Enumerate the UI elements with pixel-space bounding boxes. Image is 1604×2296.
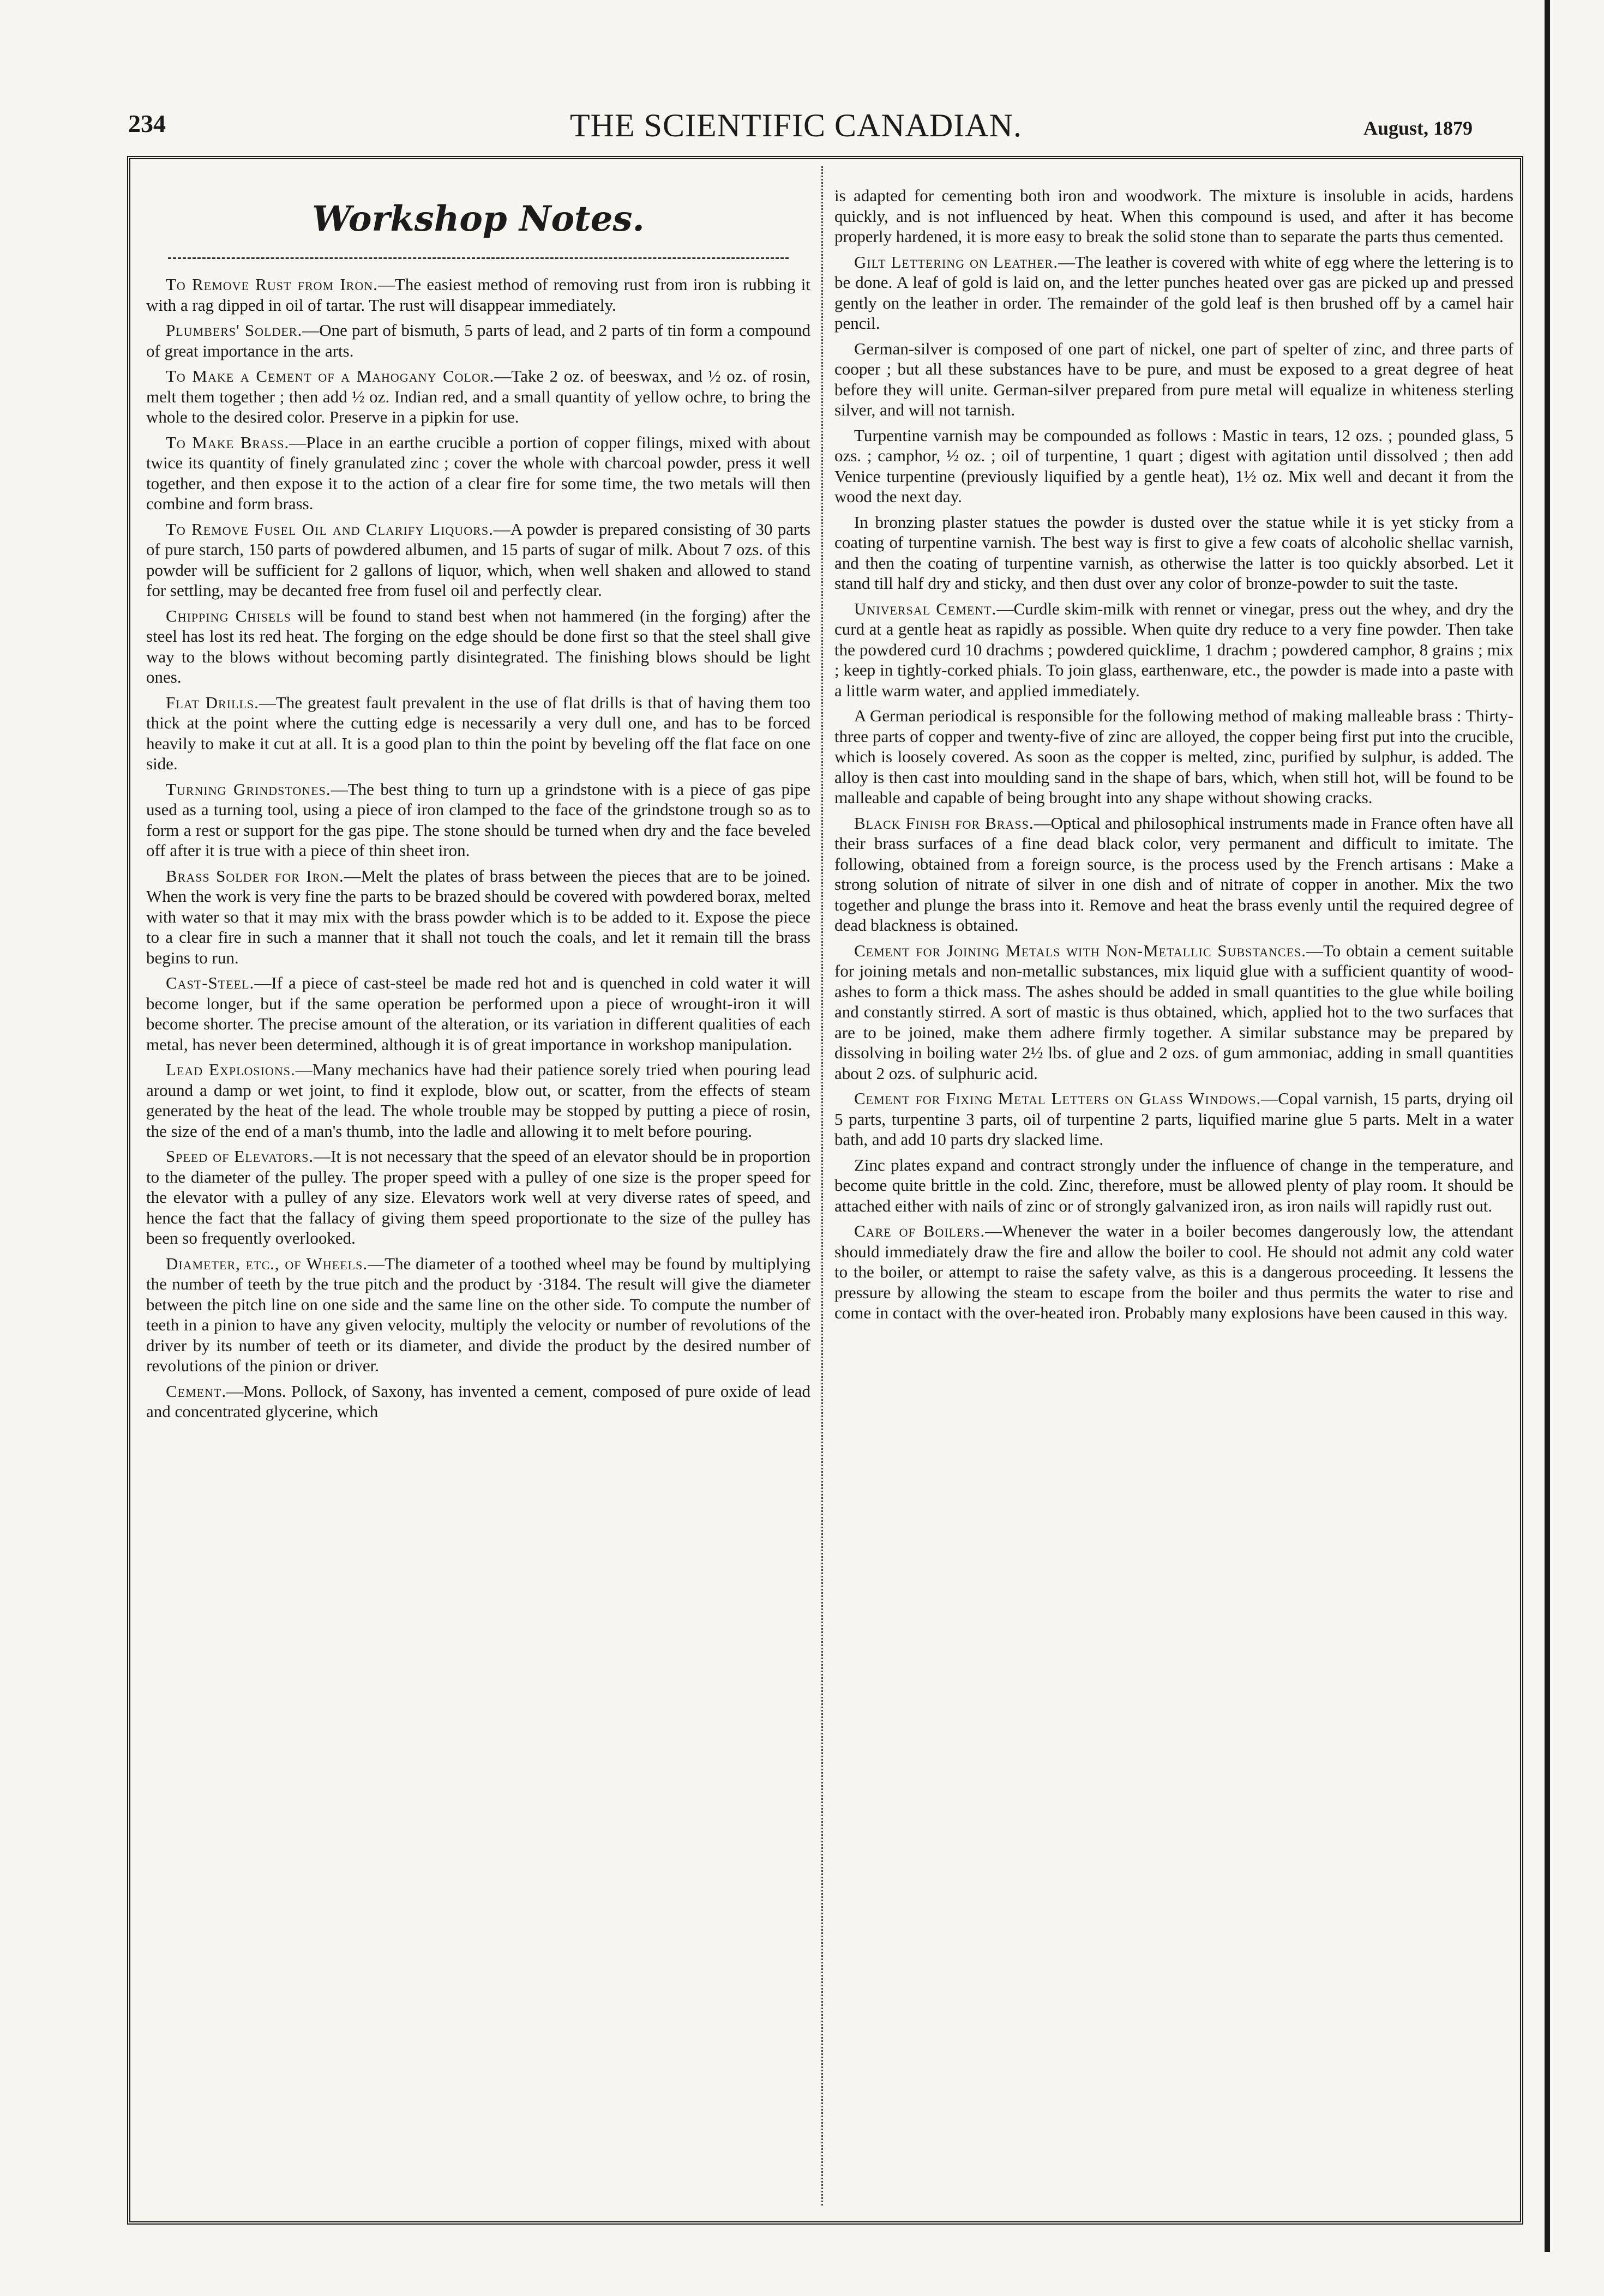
article-heading: To Remove Fusel Oil and Clarify Liquors. bbox=[166, 519, 494, 539]
article-paragraph bbox=[146, 274, 810, 315]
article-paragraph bbox=[146, 1254, 810, 1376]
column-divider bbox=[821, 166, 825, 2205]
article-text: —Melt the plates of brass between the pieces that are to be joined. When the work is very fine the parts to be brazed should be covered with powdered borax, melted with water so that it may mix with the brass powder which is to be added to it. Expose the piece to a clear fire in such a manner that it shall not touch the coals, and let it remain till the brass begins to run. bbox=[146, 866, 810, 967]
article-heading: Diameter, etc., of Wheels. bbox=[166, 1254, 368, 1273]
left-column-paragraphs bbox=[146, 274, 810, 1422]
article-text: A German periodical is responsible for the following method of making malleable brass : Thirty-three parts of copper and twenty-five of zinc are alloyed, the copper being first put into the crucible, which is loosely covered. As soon as the copper is melted, zinc, purified by sulphur, is added. The alloy is then cast into moulding sand in the shape of bars, which, when still hot, will be found to be malleable and capable of being brought into any shape without showing cracks. bbox=[834, 706, 1513, 807]
article-heading: Brass Solder for Iron. bbox=[166, 866, 344, 885]
article-text: —Copal varnish, 15 parts, drying oil 5 parts, turpentine 3 parts, oil of turpentine 2 parts, liquified marine glue 5 parts. Melt in a water bath, and add 10 parts dry slacked lime. bbox=[834, 1089, 1514, 1149]
article-paragraph bbox=[146, 692, 810, 774]
article-text: —Optical and philosophical instruments made in France often have all their brass surfaces of a fine dead black color, very permanent and difficult to imitate. The following, obtained from a foreign source, is the process used by the French artisans : Make a strong solution of nitrate of silver in one dish and of nitrate of copper in another. Mix the two together and plunge the brass into it. Remove and heat the brass evenly until the required degree of dead blackness is obtained. bbox=[834, 813, 1513, 935]
article-heading: Cement for Joining Metals with Non-Metallic Substances. bbox=[854, 941, 1306, 960]
article-paragraph bbox=[834, 813, 1513, 936]
article-paragraph bbox=[834, 252, 1513, 334]
article-heading: Universal Cement. bbox=[854, 599, 997, 618]
issue-date: August, 1879 bbox=[1363, 117, 1473, 139]
article-paragraph bbox=[146, 1146, 810, 1249]
right-column bbox=[834, 185, 1513, 1328]
article-heading: Plumbers' Solder. bbox=[166, 321, 303, 340]
article-heading: To Make Brass. bbox=[166, 432, 290, 452]
article-heading: Chipping Chisels bbox=[166, 606, 291, 625]
article-heading: Turning Grindstones. bbox=[166, 779, 331, 799]
article-text: Zinc plates expand and contract strongly under the influence of change in the temperature, and become quite brittle in the cold. Zinc, therefore, must be allowed plenty of play room. It should be attached either with nails of zinc or of strongly galvanized iron, as iron nails will rapidly rust out. bbox=[834, 1155, 1513, 1215]
article-text: —The diameter of a toothed wheel may be found by multiplying the number of teeth by the true pitch and the product by ·3184. The result will give the diameter between the pitch line on one side and the same line on the other side. To compute the number of teeth in a pinion to have any given velocity, multiply the velocity or number of revolutions of the driver by its number of teeth or its diameter, and divide the product by the desired number of revolutions of the pinion or driver. bbox=[146, 1254, 811, 1375]
article-text: Turpentine varnish may be compounded as follows : Mastic in tears, 12 ozs. ; pounded glass, 5 ozs. ; camphor, ½ oz. ; oil of turpentine, 1 quart ; digest with agitation until dissolved ; then add Venice turpentine (previously liquified by a gentle heat), 1½ oz. Mix well and decant it from the wood the next day. bbox=[834, 425, 1513, 506]
article-text: —The leather is covered with white of egg where the lettering is to be done. A leaf of gold is laid on, and the letter punches heated over gas are picked up and pressed gently on the leather in order. The remainder of the gold leaf is then brushed off by a camel hair pencil. bbox=[834, 252, 1513, 333]
article-heading: Cement for Fixing Metal Letters on Glass Windows. bbox=[854, 1089, 1261, 1108]
article-text: —Curdle skim-milk with rennet or vinegar, press out the whey, and dry the curd at a gentle heat as rapidly as possible. When quite dry reduce to a very fine powder. Then take the powdered curd 10 drachms ; powdered quicklime, 1 drachm ; powdered camphor, 8 grains ; mix ; keep in tightly-corked phials. To join glass, earthenware, etc., the powder is made into a paste with a little warm water, and applied immediately. bbox=[834, 599, 1513, 700]
article-paragraph bbox=[146, 779, 810, 861]
article-text: will be found to stand best when not hammered (in the forging) after the steel has lost its red heat. The forging on the edge should be done first so that the steel shall give way to the blows without becoming partly disintegrated. The finishing blows should be light ones. bbox=[146, 606, 811, 686]
article-text: is adapted for cementing both iron and woodwork. The mixture is insoluble in acids, hardens quickly, and is not influenced by heat. When this compound is used, and after it has become properly hardened, it is more easy to break the solid stone than to separate the parts thus cemented. bbox=[834, 186, 1513, 246]
article-heading: Cement. bbox=[166, 1381, 227, 1401]
section-title: Workshop Notes. bbox=[312, 198, 645, 239]
article-paragraph bbox=[834, 1088, 1513, 1150]
article-paragraph bbox=[834, 339, 1513, 420]
article-text: —If a piece of cast-steel be made red hot and is quenched in cold water it will become longer, but if the same operation be performed upon a piece of wrought-iron it will become shorter. The precise amount of the alteration, or its variation in different qualities of each metal, has never been determined, although it is of great importance in workshop manipulation. bbox=[146, 973, 810, 1054]
article-heading: Gilt Lettering on Leather. bbox=[854, 252, 1058, 272]
article-heading: To Make a Cement of a Mahogany Color. bbox=[166, 366, 495, 385]
article-paragraph bbox=[834, 941, 1513, 1084]
article-paragraph bbox=[146, 973, 810, 1054]
article-heading: Cast-Steel. bbox=[166, 973, 255, 992]
article-text: German-silver is composed of one part of nickel, one part of spelter of zinc, and three parts of cooper ; but all these substances have to be pure, and must be exposed to a great degree of heat before they will unite. German-silver prepared from pure metal will equalize in whiteness sterling silver, and will not tarnish. bbox=[834, 339, 1513, 419]
article-paragraph bbox=[146, 606, 810, 688]
article-paragraph bbox=[834, 185, 1513, 247]
article-paragraph bbox=[146, 320, 810, 361]
article-heading: Lead Explosions. bbox=[166, 1060, 296, 1079]
article-heading: Care of Boilers. bbox=[854, 1221, 986, 1240]
left-column bbox=[146, 185, 810, 1427]
right-column-paragraphs bbox=[834, 185, 1513, 1323]
page-number: 234 bbox=[128, 110, 166, 137]
article-text: —A powder is prepared consisting of 30 parts of pure starch, 150 parts of powdered albumen, and 15 parts of sugar of milk. About 7 ozs. of this powder will be sufficient for 2 gallons of liquor, which, when well shaken and allowed to stand for settling, may be decanted free from fusel oil and perfectly clear. bbox=[146, 519, 810, 600]
article-heading: Black Finish for Brass. bbox=[854, 813, 1034, 833]
article-paragraph bbox=[146, 432, 810, 514]
article-text: In bronzing plaster statues the powder is dusted over the statue while it is yet sticky from a coating of turpentine varnish. The best way is first to give a few coats of alcoholic shellac varnish, and then the coating of turpentine varnish, as otherwise the latter is too quickly absorbed. Let it stand till half dry and sticky, and then dust over any color of bronze-powder to suit the taste. bbox=[834, 512, 1513, 593]
article-text: —The greatest fault prevalent in the use of flat drills is that of having them too thick at the point where the cutting edge is necessarily a very dull one, and has to be forced heavily to make it cut at all. It is a good plan to thin the point by beveling off the flat face on one side. bbox=[146, 692, 810, 773]
article-paragraph bbox=[834, 599, 1513, 701]
section-title-rule bbox=[168, 257, 789, 259]
binding-edge-rule bbox=[1545, 0, 1550, 2252]
article-text: —It is not necessary that the speed of an elevator should be in proportion to the diameter of the pulley. The proper speed with a pulley of one size is the proper speed for the elevator with a pulley of any size. Elevators work well at very diverse rates of speed, and hence the fact that the fallacy of giving them speed proportionate to the size of the pulley has been so frequently overlooked. bbox=[146, 1147, 811, 1248]
article-text: —Place in an earthe crucible a portion of copper filings, mixed with about twice its quantity of finely granulated zinc ; cover the whole with charcoal powder, press it well together, and then expose it to the action of a clear fire for some time, the two metals will then combine and form brass. bbox=[146, 432, 810, 513]
article-paragraph bbox=[146, 866, 810, 968]
article-paragraph bbox=[834, 1221, 1513, 1323]
article-text: —To obtain a cement suitable for joining metals and non-metallic substances, mix liquid glue with a sufficient quantity of wood-ashes to form a thick mass. The ashes should be added in small quantities to the glue while boiling and constantly stirred. A sort of mastic is thus obtained, which, applied hot to the two surfaces that are to be joined, make them adhere firmly together. A similar substance may be prepared by dissolving in boiling water 2½ lbs. of glue and 2 ozs. of gum ammoniac, adding in small quantities about 2 ozs. of sulphuric acid. bbox=[834, 941, 1513, 1083]
article-paragraph bbox=[834, 1155, 1513, 1216]
article-text: —One part of bismuth, 5 parts of lead, and 2 parts of tin form a compound of great importance in the arts. bbox=[146, 321, 810, 360]
article-text: —Whenever the water in a boiler becomes dangerously low, the attendant should immediately draw the fire and allow the boiler to cool. He should not admit any cold water to the boiler, or attempt to raise the safety valve, as this is a dangerous proceeding. It lessens the pressure by allowing the steam to escape from the boiler and thus permits the water to rise and come in contact with the over-heated iron. Probably many explosions have been caused in this way. bbox=[834, 1221, 1513, 1322]
article-text: —Mons. Pollock, of Saxony, has invented a cement, composed of pure oxide of lead and concentrated glycerine, which bbox=[146, 1381, 810, 1421]
article-heading: Flat Drills. bbox=[166, 692, 259, 712]
article-paragraph bbox=[834, 425, 1513, 507]
article-paragraph bbox=[834, 512, 1513, 594]
article-text: —The best thing to turn up a grindstone with is a piece of gas pipe used as a turning tool, using a piece of iron clamped to the face of the grindstone trough so as to form a rest or support for the gas pipe. The stone should be turned when dry and the face beveled off after it is true with a piece of thin sheet iron. bbox=[146, 779, 811, 860]
article-paragraph bbox=[146, 1059, 810, 1141]
article-paragraph bbox=[146, 1381, 810, 1422]
article-paragraph bbox=[834, 706, 1513, 808]
article-text: —The easiest method of removing rust from iron is rubbing it with a rag dipped in oil of tartar. The rust will disappear immediately. bbox=[146, 275, 810, 315]
article-text: —Many mechanics have had their patience sorely tried when pouring lead around a damp or wet joint, to find it explode, blow out, or scatter, from the effects of steam generated by the heat of the lead. The whole trouble may be stopped by putting a piece of rosin, the size of the end of a man's thumb, into the ladle and allowing it to melt before pouring. bbox=[146, 1060, 811, 1141]
article-paragraph bbox=[146, 519, 810, 601]
article-heading: To Remove Rust from Iron. bbox=[166, 275, 378, 294]
article-heading: Speed of Elevators. bbox=[166, 1147, 314, 1166]
running-title: THE SCIENTIFIC CANADIAN. bbox=[570, 107, 1022, 143]
article-paragraph bbox=[146, 366, 810, 427]
article-text: —Take 2 oz. of beeswax, and ½ oz. of rosin, melt them together ; then add ½ oz. Indian red, and a small quantity of yellow ochre, to bring the whole to the desired color. Preserve in a pipkin for use. bbox=[146, 366, 810, 426]
